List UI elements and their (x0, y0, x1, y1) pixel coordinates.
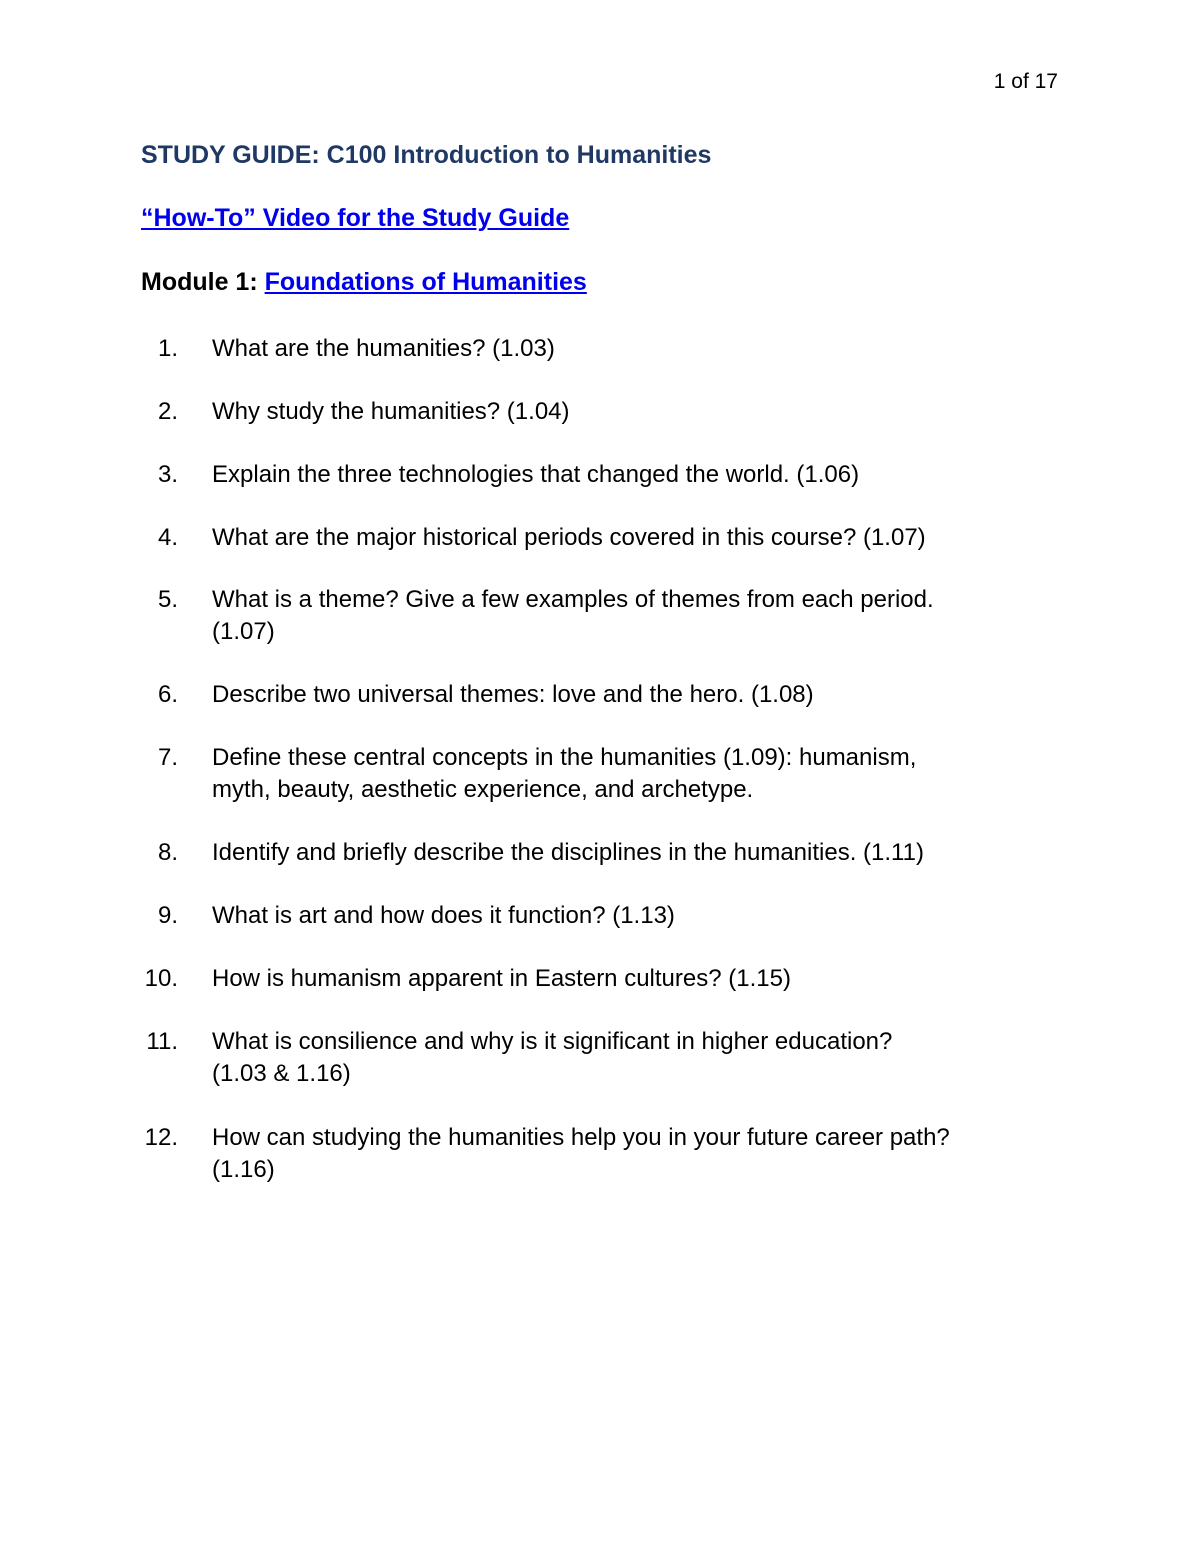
question-number: 4. (157, 524, 178, 551)
question-text: What are the humanities? (1.03) (212, 335, 555, 362)
question-number: 11. (146, 1028, 178, 1055)
question-text: Explain the three technologies that changed the world. (1.06) (212, 461, 860, 488)
question-number: 10. (144, 965, 178, 992)
question-number: 9. (157, 902, 178, 929)
question-text: Identify and briefly describe the disciplines in the humanities. (1.11) (212, 839, 924, 866)
question-number: 1. (157, 335, 178, 362)
module-link[interactable]: Foundations of Humanities (264, 268, 587, 296)
question-text: Define these central concepts in the humanities (1.09): humanism, myth, beauty, aesthetic experience, and archetype. (212, 744, 917, 803)
question-number: 12. (144, 1124, 178, 1151)
module-heading (141, 268, 587, 297)
question-text: How can studying the humanities help you in your future career path? (1.16) (212, 1124, 950, 1183)
question-text: What are the major historical periods covered in this course? (1.07) (212, 524, 926, 551)
question-number: 2. (157, 398, 178, 425)
question-text: What is a theme? Give a few examples of themes from each period. (1.07) (212, 586, 934, 645)
page-title: STUDY GUIDE: C100 Introduction to Humanities (141, 141, 712, 169)
question-number: 8. (157, 839, 178, 866)
question-number: 5. (157, 586, 178, 613)
question-text: How is humanism apparent in Eastern cultures? (1.15) (212, 965, 791, 992)
question-number: 6. (157, 681, 178, 708)
question-text: What is consilience and why is it significant in higher education? (1.03 & 1.16) (212, 1028, 893, 1087)
question-text: Describe two universal themes: love and the hero. (1.08) (212, 681, 814, 708)
question-text: What is art and how does it function? (1.13) (212, 902, 675, 929)
module-label: Module 1: (141, 268, 265, 296)
question-number: 3. (157, 461, 178, 488)
question-text: Why study the humanities? (1.04) (212, 398, 570, 425)
page-number: 1 of 17 (993, 70, 1058, 93)
howto-video-link[interactable]: “How-To” Video for the Study Guide (141, 204, 570, 232)
question-number: 7. (157, 744, 178, 771)
